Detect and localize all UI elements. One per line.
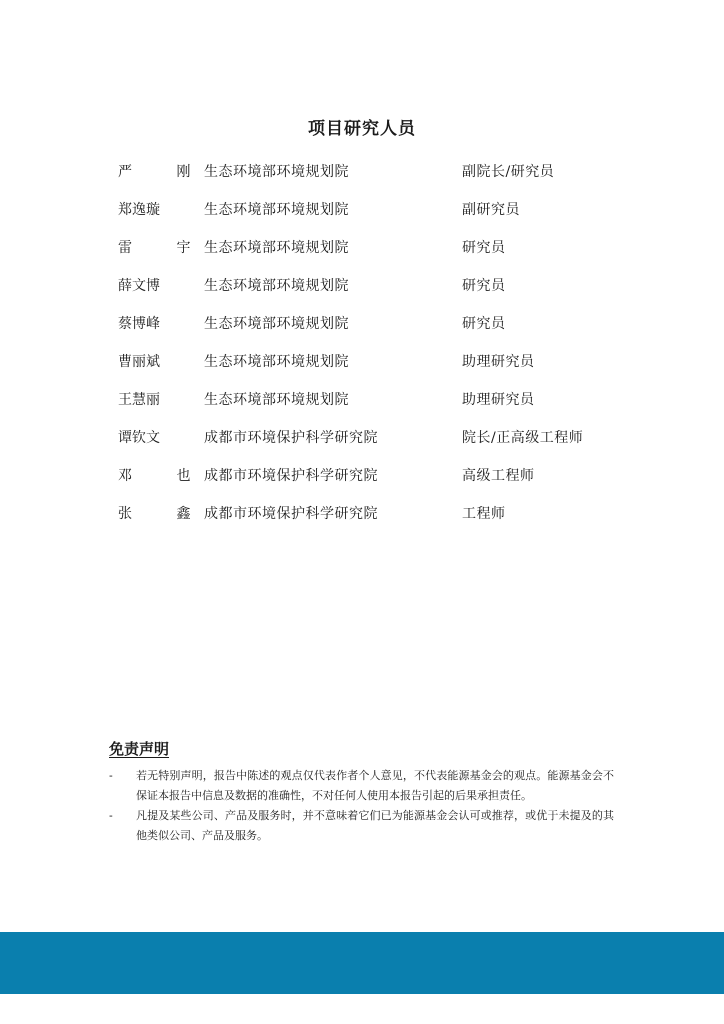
staff-organization: 成都市环境保护科学研究院 <box>204 506 378 522</box>
staff-row <box>118 465 638 503</box>
staff-role: 助理研究员 <box>462 354 535 370</box>
staff-role: 研究员 <box>462 240 506 256</box>
staff-role: 高级工程师 <box>462 468 535 484</box>
staff-name: 王慧丽 <box>118 392 160 408</box>
staff-name: 邓 也 <box>118 468 211 484</box>
staff-row <box>118 351 638 389</box>
staff-row <box>118 199 638 237</box>
staff-organization: 生态环境部环境规划院 <box>204 392 349 408</box>
staff-organization: 成都市环境保护科学研究院 <box>204 430 378 446</box>
staff-name: 谭钦文 <box>118 430 160 446</box>
staff-row <box>118 313 638 351</box>
disclaimer-item <box>109 766 614 806</box>
staff-role: 工程师 <box>462 506 506 522</box>
staff-organization: 生态环境部环境规划院 <box>204 202 349 218</box>
staff-organization: 生态环境部环境规划院 <box>204 278 349 294</box>
staff-organization: 生态环境部环境规划院 <box>204 354 349 370</box>
staff-role: 助理研究员 <box>462 392 535 408</box>
disclaimer-item <box>109 806 614 846</box>
staff-name: 郑逸璇 <box>118 202 160 218</box>
staff-row <box>118 389 638 427</box>
staff-role: 研究员 <box>462 316 506 332</box>
staff-row <box>118 237 638 275</box>
staff-organization: 生态环境部环境规划院 <box>204 316 349 332</box>
disclaimer-text: 若无特别声明，报告中陈述的观点仅代表作者个人意见，不代表能源基金会的观点。能源基金会不保证本报告中信息及数据的准确性，不对任何人使用本报告引起的后果承担责任。 <box>136 769 614 802</box>
staff-organization: 成都市环境保护科学研究院 <box>204 468 378 484</box>
staff-organization: 生态环境部环境规划院 <box>204 240 349 256</box>
staff-row <box>118 275 638 313</box>
staff-name: 曹丽斌 <box>118 354 160 370</box>
staff-role: 副研究员 <box>462 202 520 218</box>
bullet-dash: - <box>109 809 113 822</box>
staff-name: 张 鑫 <box>118 506 211 522</box>
staff-name: 蔡博峰 <box>118 316 160 332</box>
staff-name: 薛文博 <box>118 278 160 294</box>
disclaimer-list <box>109 766 614 846</box>
page-title: 项目研究人员 <box>308 119 416 139</box>
staff-list <box>118 161 638 541</box>
bullet-dash: - <box>109 769 113 782</box>
footer-band <box>0 932 724 994</box>
staff-organization: 生态环境部环境规划院 <box>204 164 349 180</box>
staff-name: 雷 宇 <box>118 240 211 256</box>
staff-row <box>118 427 638 465</box>
staff-row <box>118 161 638 199</box>
staff-row <box>118 503 638 541</box>
staff-role: 研究员 <box>462 278 506 294</box>
disclaimer-text: 凡提及某些公司、产品及服务时，并不意味着它们已为能源基金会认可或推荐，或优于未提及的其他类似公司、产品及服务。 <box>136 809 614 842</box>
disclaimer-title: 免责声明 <box>109 740 170 758</box>
staff-name: 严 刚 <box>118 164 211 180</box>
staff-role: 院长/正高级工程师 <box>462 430 584 446</box>
staff-role: 副院长/研究员 <box>462 164 555 180</box>
